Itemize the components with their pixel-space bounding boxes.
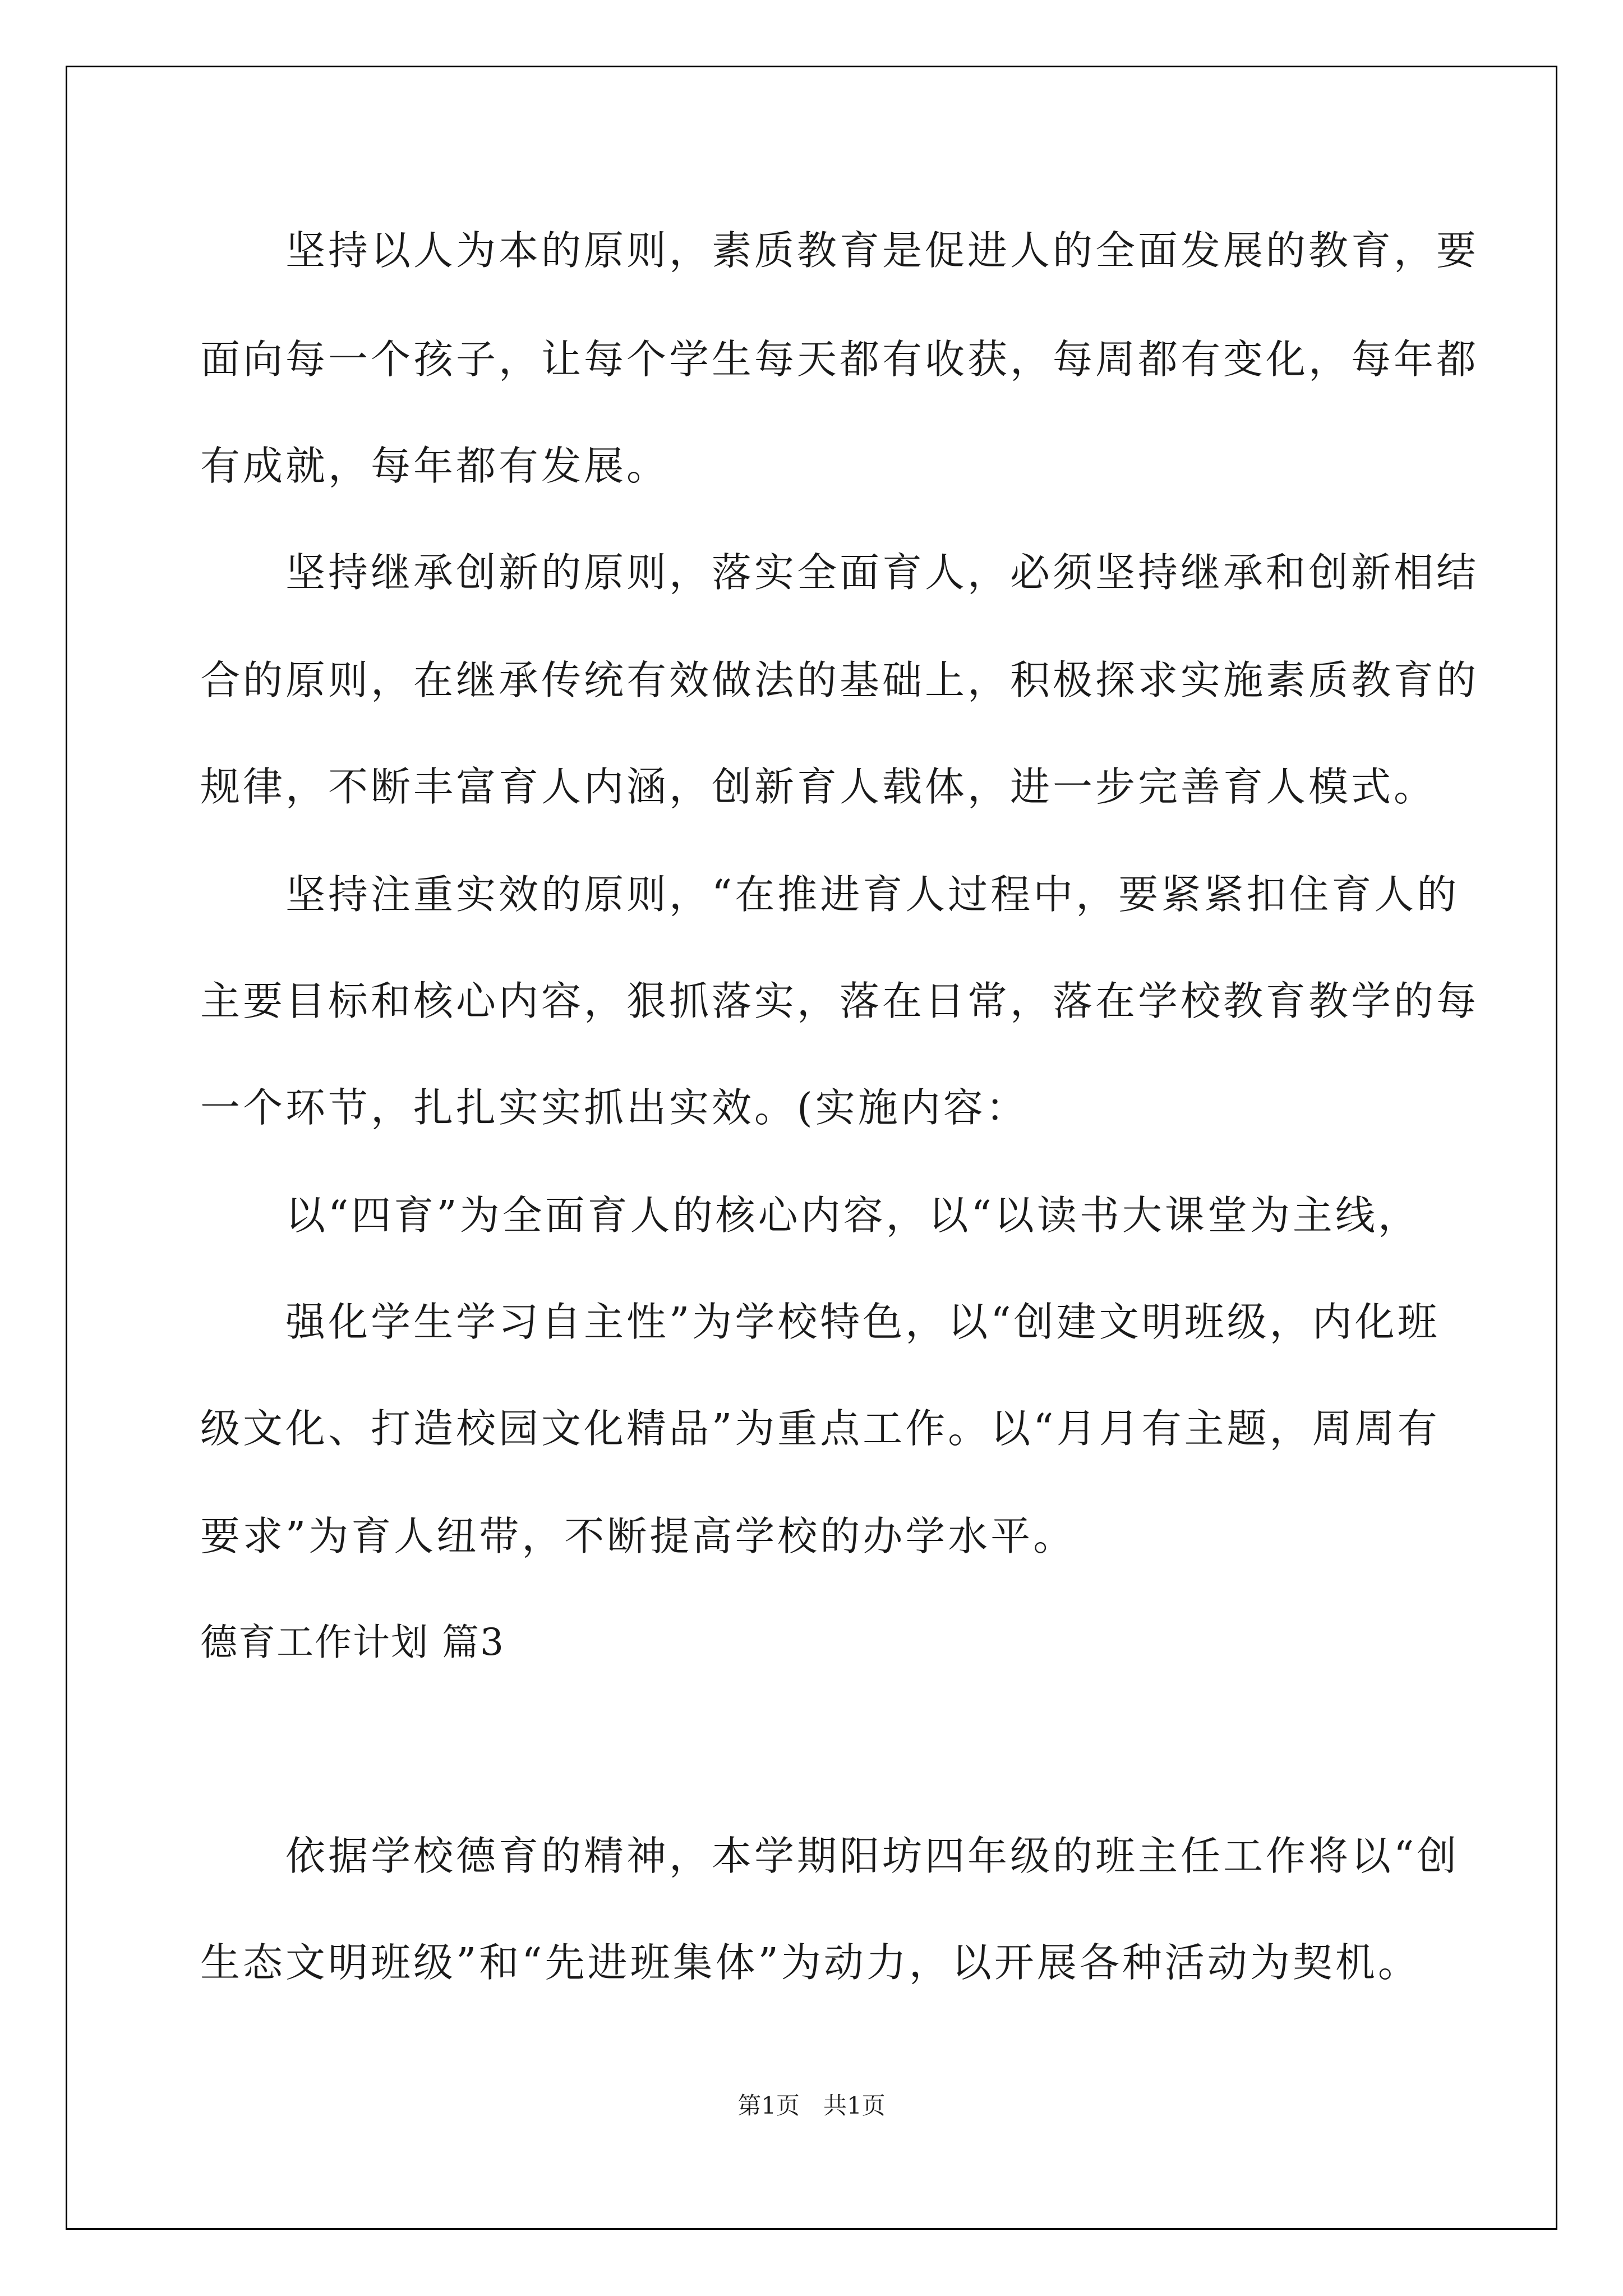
body-text-line: 一个环节，扎扎实实抓出实效。(实施内容： (200, 1084, 1029, 1131)
body-text-line: 要求”为育人纽带，不断提高学校的办学水平。 (200, 1513, 1076, 1559)
body-text-line: 主要目标和核心内容，狠抓落实，落在日常，落在学校教育教学的每 (200, 978, 1479, 1024)
body-text-line: 合的原则，在继承传统有效做法的基础上，积极探求实施素质教育的 (200, 657, 1479, 703)
body-text-line: 级文化、打造校园文化精品”为重点工作。以“月月有主题，周周有 (200, 1405, 1440, 1452)
section-heading: 德育工作计划 篇3 (200, 1621, 505, 1664)
body-text-line: 强化学生学习自主性”为学校特色，以“创建文明班级，内化班 (200, 1299, 1440, 1345)
body-text-line: 规律，不断丰富育人内涵，创新育人载体，进一步完善育人模式。 (200, 763, 1437, 810)
page-number-footer: 第1页 共1页 (737, 2092, 886, 2119)
body-text-line: 坚持继承创新的原则，落实全面育人，必须坚持继承和创新相结 (200, 549, 1479, 596)
page-border (66, 66, 1557, 2230)
body-text-line: 有成就，每年都有发展。 (200, 443, 670, 489)
body-text-line: 坚持以人为本的原则，素质教育是促进人的全面发展的教育，要 (200, 227, 1479, 274)
body-text-line: 面向每一个孩子，让每个学生每天都有收获，每周都有变化，每年都 (200, 336, 1479, 383)
body-text-line: 生态文明班级”和“先进班集体”为动力，以开展各种活动为契机。 (200, 1939, 1421, 1986)
body-text-line: 坚持注重实效的原则，“在推进育人过程中，要紧紧扣住育人的 (200, 871, 1460, 918)
body-text-line: 以“四育”为全面育人的核心内容，以“以读书大课堂为主线， (200, 1192, 1421, 1239)
body-text-line: 依据学校德育的精神，本学期阳坊四年级的班主任工作将以“创 (200, 1833, 1460, 1879)
